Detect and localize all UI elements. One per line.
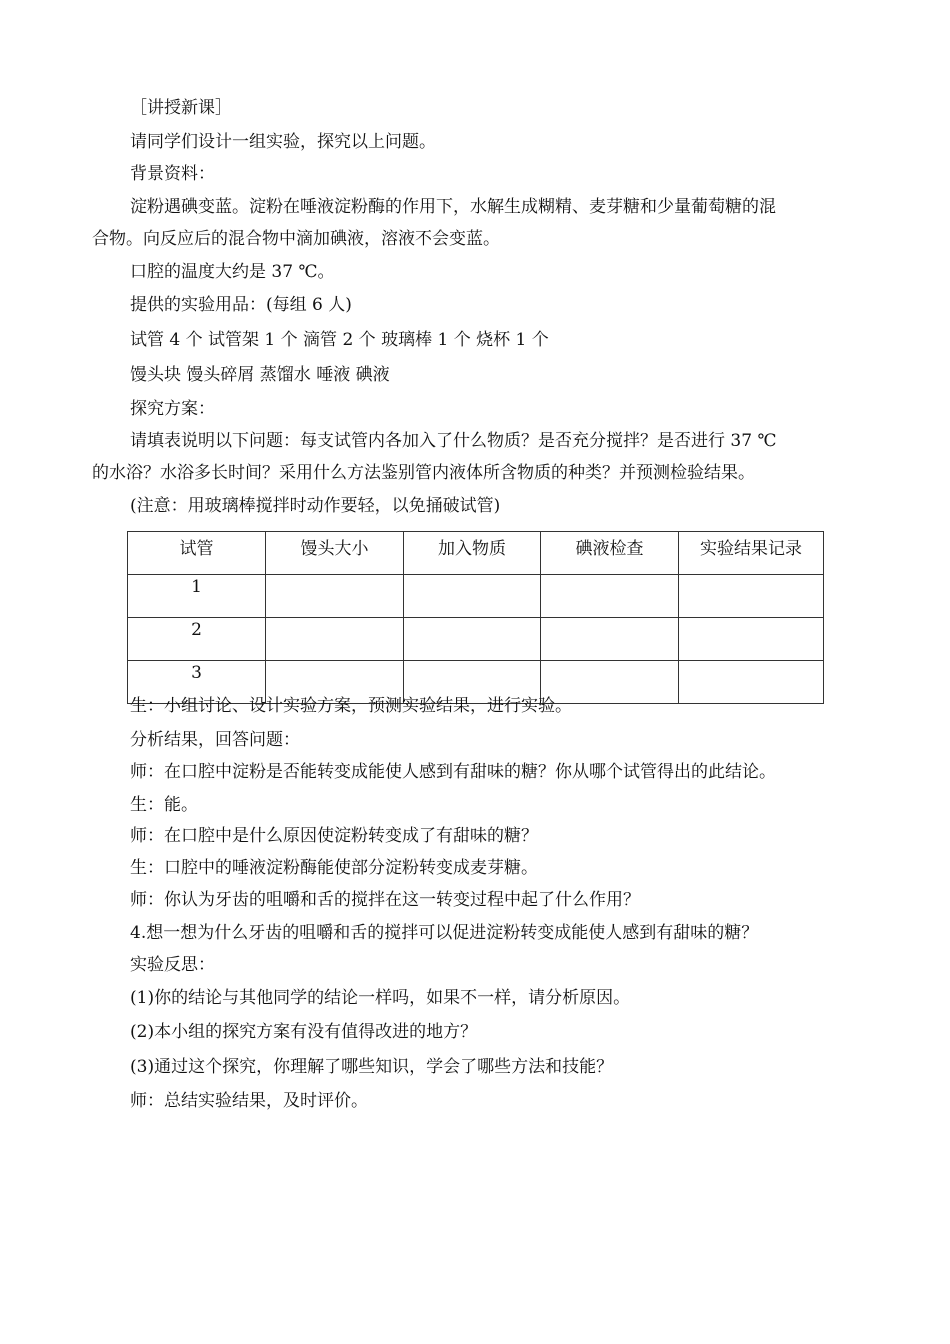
dialog-teacher-3: 师：你认为牙齿的咀嚼和舌的搅拌在这一转变过程中起了什么作用？ [130,890,640,910]
header-result-record: 实验结果记录 [679,532,824,575]
reflection-item-1: (1)你的结论与其他同学的结论一样吗，如果不一样，请分析原因。 [130,988,631,1008]
table-cell [679,575,824,618]
table-cell [541,618,679,661]
mouth-temperature: 口腔的温度大约是 37 ℃。 [130,262,335,282]
dialog-student-3: 生：口腔中的唾液淀粉酶能使部分淀粉转变成麦芽糖。 [130,858,538,878]
analysis-label: 分析结果，回答问题： [130,730,300,750]
tube-number: 2 [128,618,266,661]
plan-line-1: 请填表说明以下问题：每支试管内各加入了什么物质？是否充分搅拌？是否进行 37 ℃ [130,431,777,451]
table-cell [679,661,824,704]
experiment-table [127,531,824,704]
section-title: ［讲授新课］ [130,98,232,118]
dialog-teacher-1: 师：在口腔中淀粉是否能转变成能使人感到有甜味的糖？你从哪个试管得出的此结论。 [130,762,776,782]
header-iodine-check: 碘液检查 [541,532,679,575]
tube-number: 1 [128,575,266,618]
table-cell [679,618,824,661]
background-paragraph-line-1: 淀粉遇碘变蓝。淀粉在唾液淀粉酶的作用下，水解生成糊精、麦芽糖和少量葡萄糖的混 [130,197,776,217]
dialog-teacher-2: 师：在口腔中是什么原因使淀粉转变成了有甜味的糖？ [130,826,538,846]
background-label: 背景资料： [130,164,215,184]
table-cell [266,575,404,618]
intro-text: 请同学们设计一组实验，探究以上问题。 [130,132,436,152]
table-cell [404,575,541,618]
dialog-teacher-4: 师：总结实验结果，及时评价。 [130,1091,368,1111]
table-row [128,575,824,618]
header-bread-size: 馒头大小 [266,532,404,575]
question-4: 4.想一想为什么牙齿的咀嚼和舌的搅拌可以促进淀粉转变成能使人感到有甜味的糖？ [130,923,759,943]
safety-note: (注意：用玻璃棒搅拌时动作要轻，以免捅破试管) [130,496,501,516]
reflection-item-2: (2)本小组的探究方案有没有值得改进的地方？ [130,1022,478,1042]
tube-number: 3 [128,661,266,704]
background-paragraph-line-2: 合物。向反应后的混合物中滴加碘液，溶液不会变蓝。 [92,229,500,249]
table-cell [266,618,404,661]
reflection-label: 实验反思： [130,955,215,975]
table-header-row [128,532,824,575]
header-added-substance: 加入物质 [404,532,541,575]
supplies-line-2: 馒头块 馒头碎屑 蒸馏水 唾液 碘液 [130,365,390,385]
header-tube: 试管 [128,532,266,575]
dialog-student-2: 生：能。 [130,795,198,815]
table-row [128,618,824,661]
plan-line-2: 的水浴？水浴多长时间？采用什么方法鉴别管内液体所含物质的种类？并预测检验结果。 [92,463,755,483]
plan-label: 探究方案： [130,399,215,419]
supplies-line-1: 试管 4 个 试管架 1 个 滴管 2 个 玻璃棒 1 个 烧杯 1 个 [130,330,549,350]
table-cell [541,575,679,618]
supplies-label: 提供的实验用品：(每组 6 人) [130,295,352,315]
reflection-item-3: (3)通过这个探究，你理解了哪些知识，学会了哪些方法和技能？ [130,1057,614,1077]
dialog-student-1: 生：小组讨论、设计实验方案，预测实验结果，进行实验。 [130,696,572,716]
table-cell [404,618,541,661]
